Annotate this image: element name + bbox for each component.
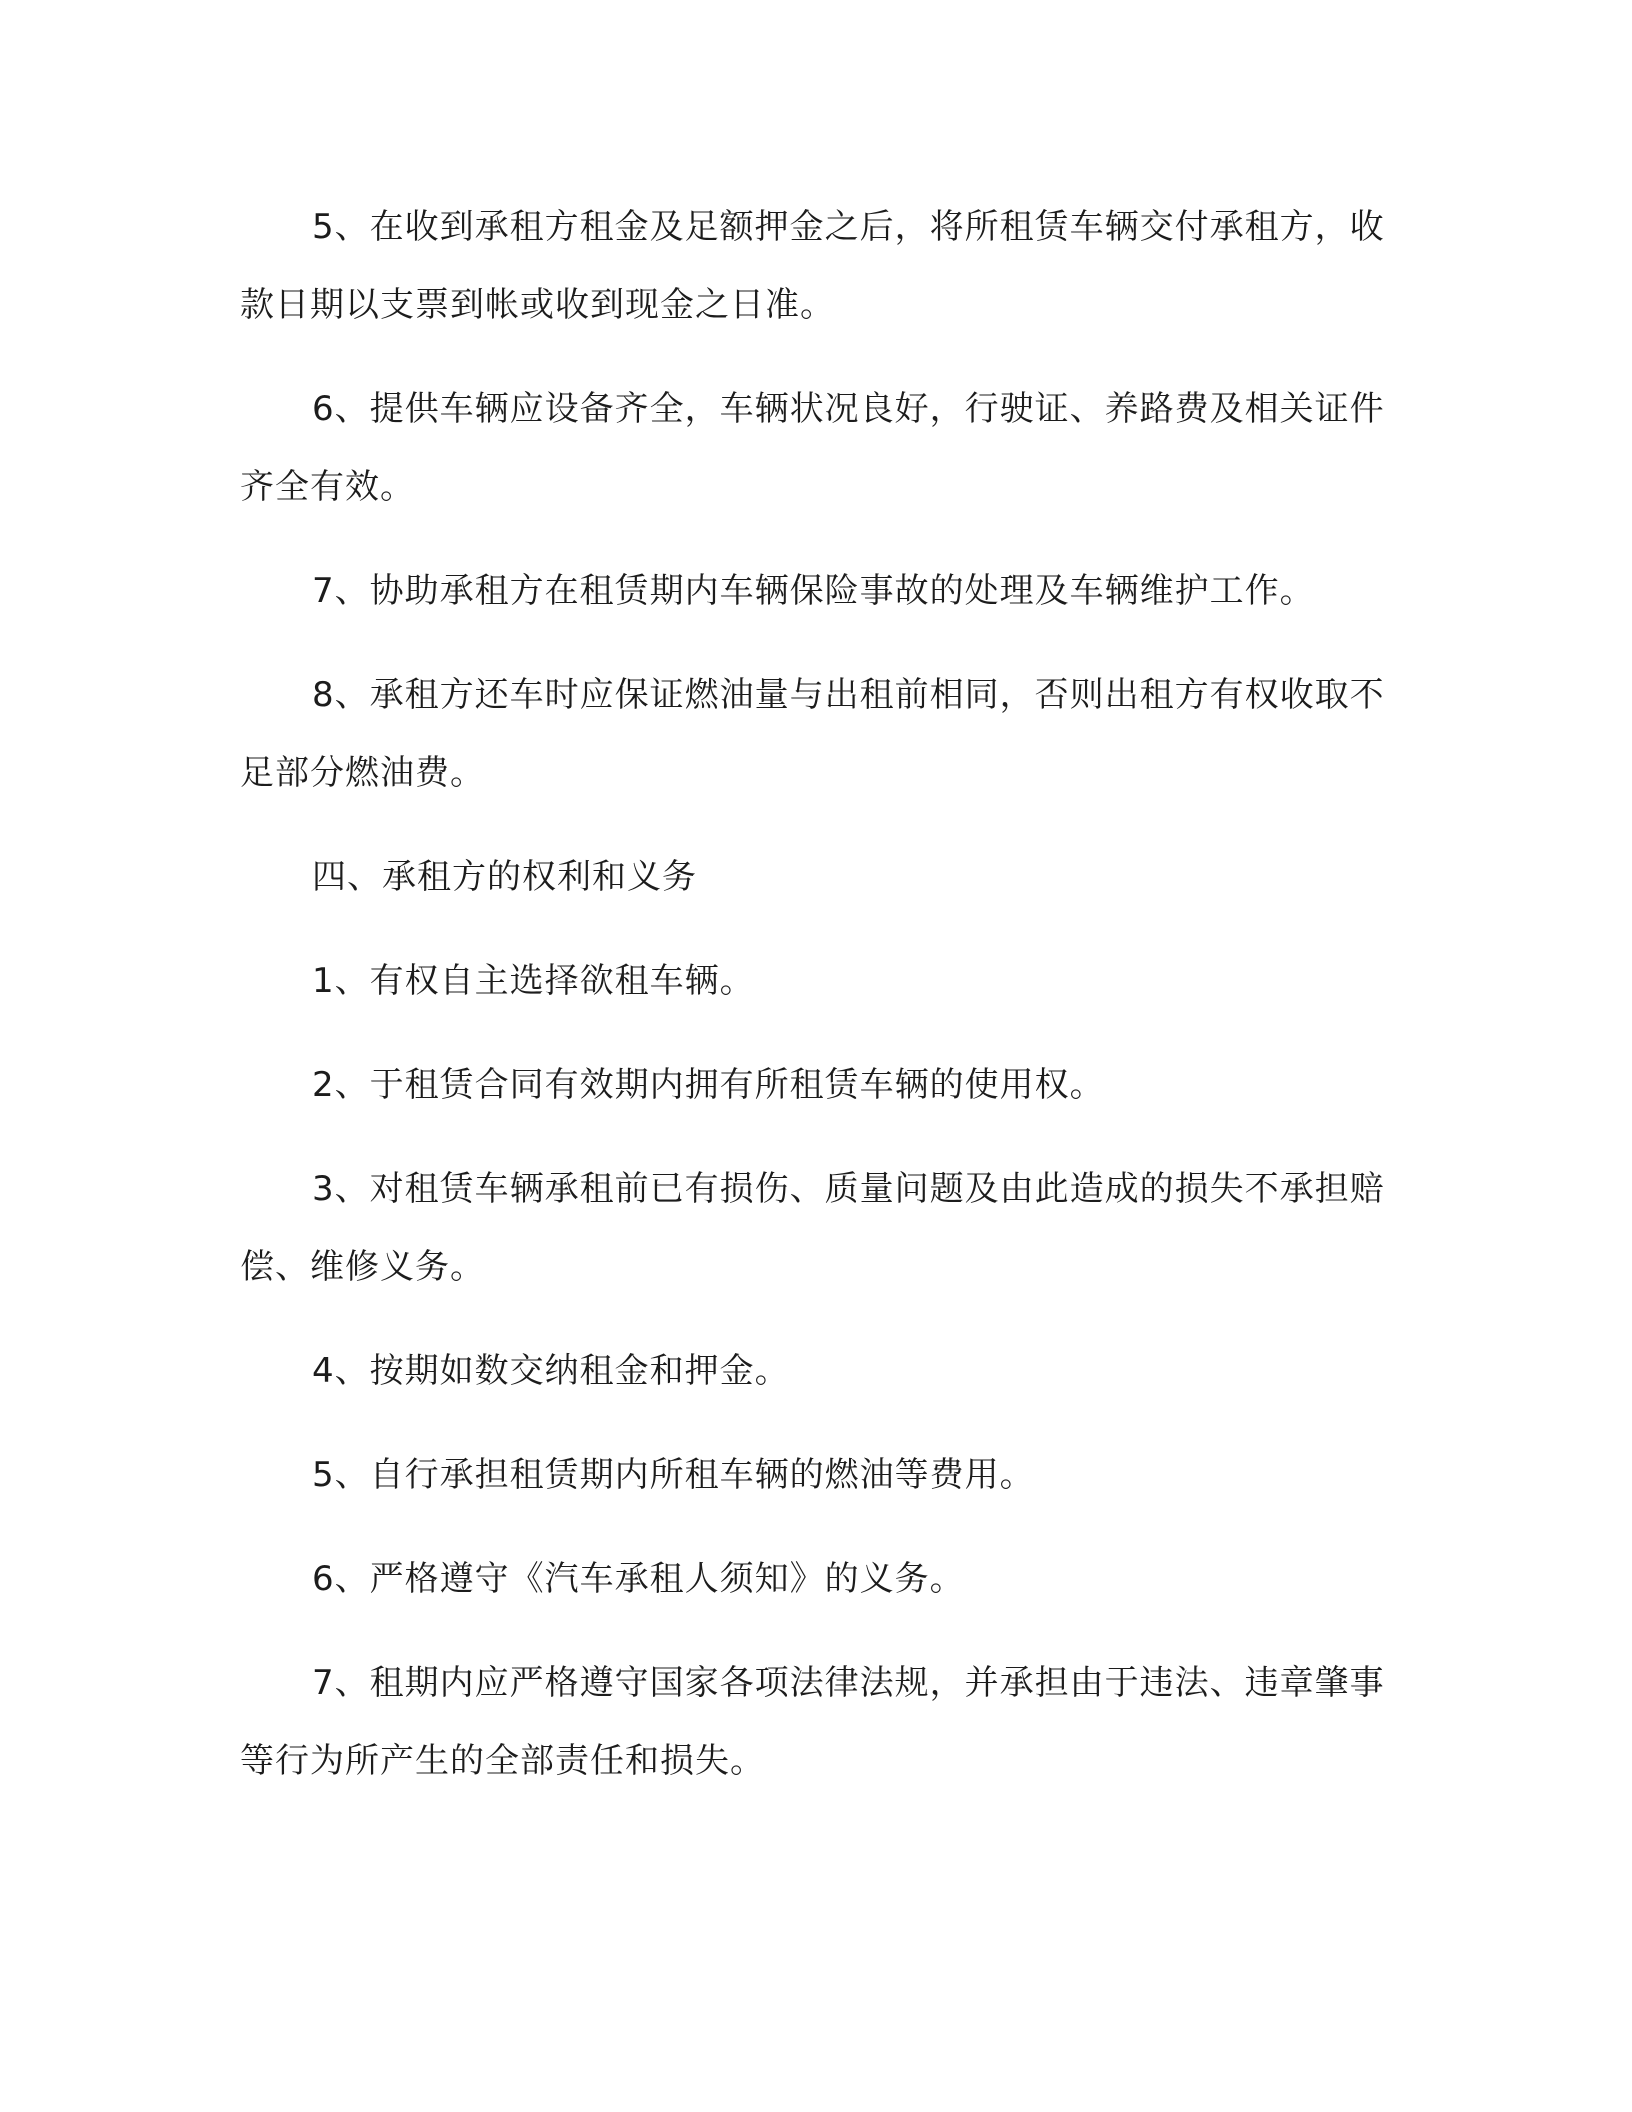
paragraph-lessee-duty-4: 4、按期如数交纳租金和押金。: [312, 1351, 790, 1391]
paragraph-lessor-duty-6: 6、提供车辆应设备齐全，车辆状况良好，行驶证、养路费及相关证件齐全有效。: [240, 389, 1385, 507]
paragraph-lessee-right-1: 1、有权自主选择欲租车辆。: [312, 961, 755, 1001]
paragraph-lessee-duty-7: 7、租期内应严格遵守国家各项法律法规，并承担由于违法、违章肇事等行为所产生的全部责任和损失。: [240, 1663, 1385, 1781]
paragraph-lessor-duty-5: 5、在收到承租方租金及足额押金之后，将所租赁车辆交付承租方，收款日期以支票到帐或收到现金之日准。: [240, 207, 1385, 325]
paragraph-lessee-duty-6: 6、严格遵守《汽车承租人须知》的义务。: [312, 1559, 965, 1599]
paragraph-lessor-duty-7: 7、协助承租方在租赁期内车辆保险事故的处理及车辆维护工作。: [312, 571, 1315, 611]
section-heading-lessee-rights: 四、承租方的权利和义务: [312, 857, 697, 897]
paragraph-lessor-duty-8: 8、承租方还车时应保证燃油量与出租前相同，否则出租方有权收取不足部分燃油费。: [240, 675, 1385, 793]
document-body: [240, 188, 1392, 1826]
paragraph-lessee-right-3: 3、对租赁车辆承租前已有损伤、质量问题及由此造成的损失不承担赔偿、维修义务。: [240, 1169, 1385, 1287]
paragraph-lessee-duty-5: 5、自行承担租赁期内所租车辆的燃油等费用。: [312, 1455, 1035, 1495]
paragraph-lessee-right-2: 2、于租赁合同有效期内拥有所租赁车辆的使用权。: [312, 1065, 1105, 1105]
